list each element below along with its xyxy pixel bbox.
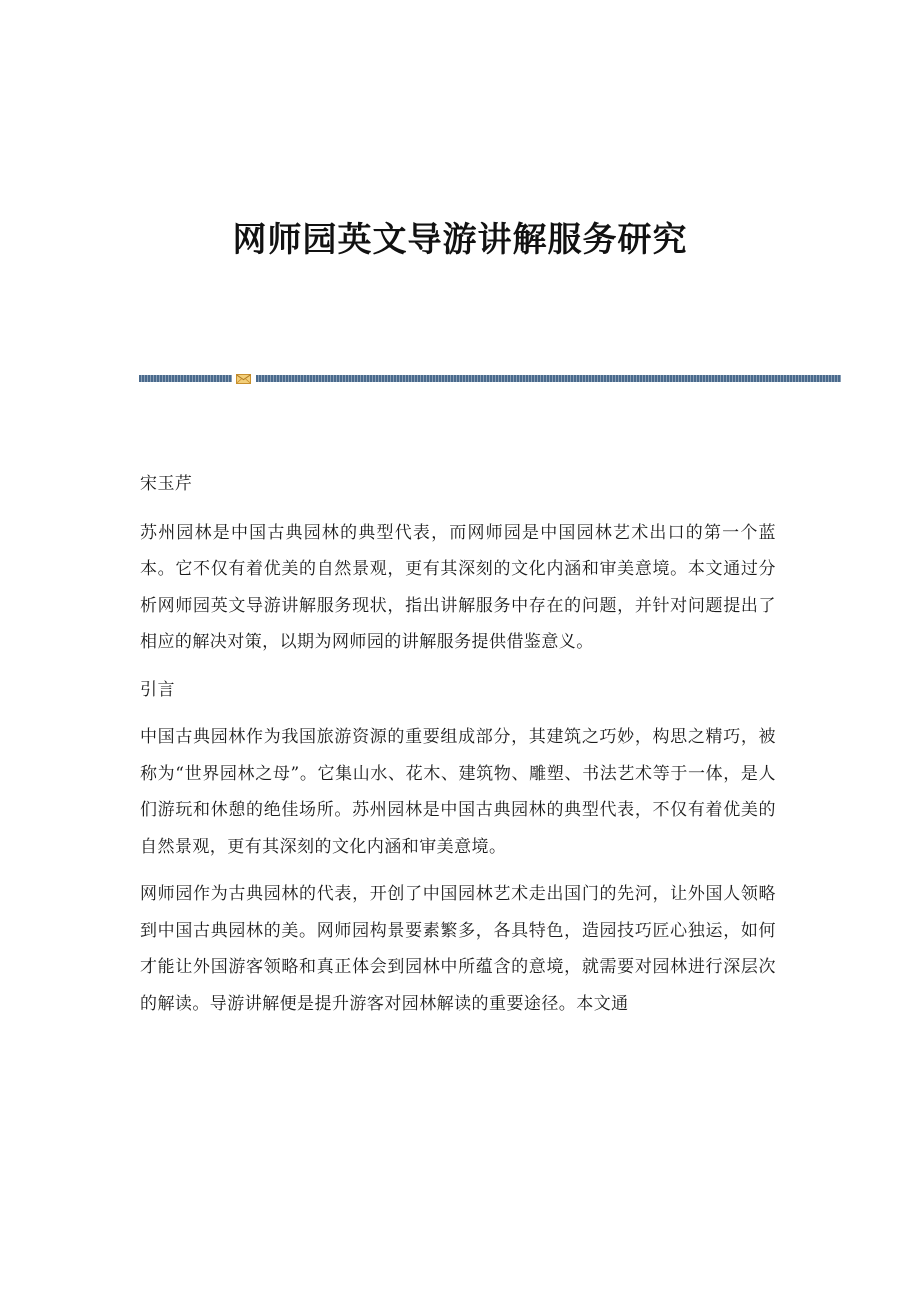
- envelope-icon: [236, 374, 251, 384]
- author-name: 宋玉芹: [140, 474, 193, 494]
- title-divider: [139, 374, 841, 384]
- body-paragraph: 中国古典园林作为我国旅游资源的重要组成部分，其建筑之巧妙，构思之精巧，被称为“世界园林之母”。它集山水、花木、建筑物、雕塑、书法艺术等于一体，是人们游玩和休憩的绝佳场所。苏州园林是中国古典园林的典型代表，不仅有着优美的自然景观，更有其深刻的文化内涵和审美意境。: [140, 727, 776, 857]
- document-body: [140, 466, 776, 1033]
- section-heading: 引言: [140, 679, 175, 700]
- document-title: 网师园英文导游讲解服务研究: [232, 220, 688, 260]
- divider-bar-left: [139, 375, 232, 382]
- body-paragraph: 网师园作为古典园林的代表，开创了中国园林艺术走出国门的先河，让外国人领略到中国古典园林的美。网师园构景要素繁多，各具特色，造园技巧匠心独运，如何才能让外国游客领略和真正体会到园林中所蕴含的意境，就需要对园林进行深层次的解读。导游讲解便是提升游客对园林解读的重要途径。本文通: [140, 884, 776, 1014]
- abstract-paragraph: 苏州园林是中国古典园林的典型代表，而网师园是中国园林艺术出口的第一个蓝本。它不仅有着优美的自然景观，更有其深刻的文化内涵和审美意境。本文通过分析网师园英文导游讲解服务现状，指出讲解服务中存在的问题，并针对问题提出了相应的解决对策，以期为网师园的讲解服务提供借鉴意义。: [140, 522, 776, 652]
- divider-bar-right: [256, 375, 841, 382]
